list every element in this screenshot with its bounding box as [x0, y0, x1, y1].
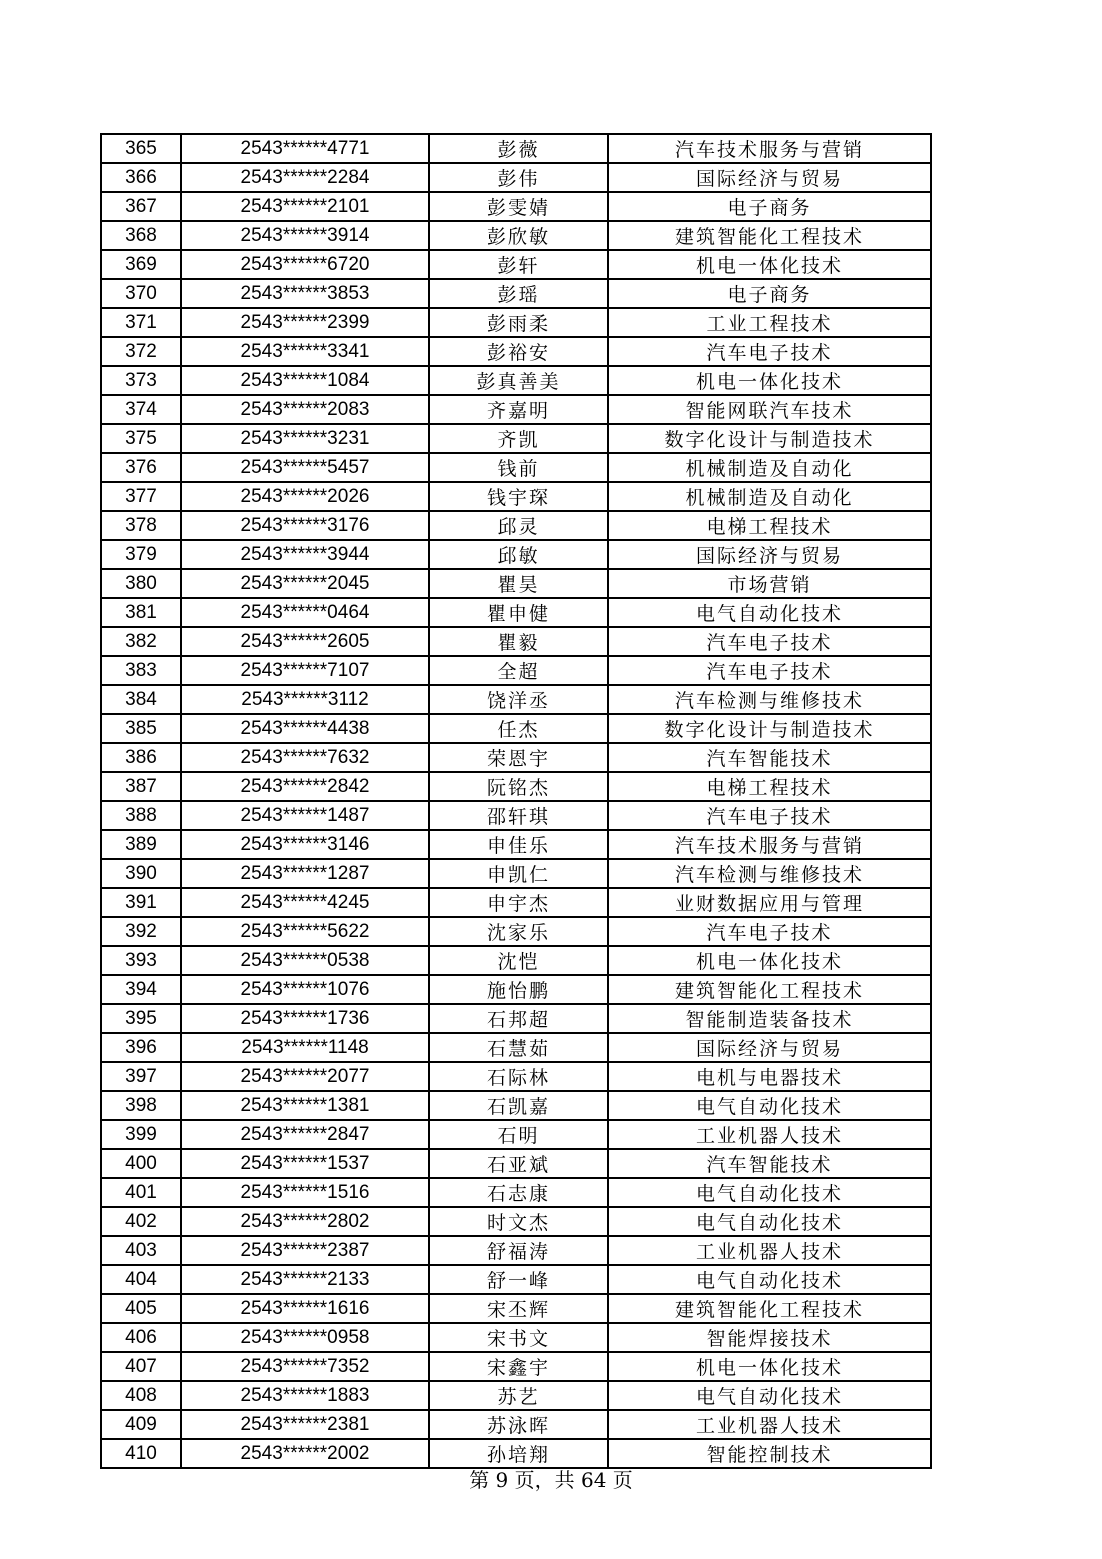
- major-cell: 机电一体化技术: [608, 1352, 931, 1381]
- name-cell: 邵轩琪: [429, 801, 608, 830]
- table-row: [101, 1410, 931, 1439]
- id-number-cell: 2543******2381: [181, 1410, 429, 1439]
- id-number-cell: 2543******5457: [181, 453, 429, 482]
- name-cell: 瞿毅: [429, 627, 608, 656]
- id-number-cell: 2543******2026: [181, 482, 429, 511]
- id-number-cell: 2543******3341: [181, 337, 429, 366]
- seq-cell: 382: [101, 627, 181, 656]
- seq-cell: 404: [101, 1265, 181, 1294]
- table-row: [101, 221, 931, 250]
- major-cell: 建筑智能化工程技术: [608, 975, 931, 1004]
- seq-cell: 369: [101, 250, 181, 279]
- seq-cell: 399: [101, 1120, 181, 1149]
- id-number-cell: 2543******1883: [181, 1381, 429, 1410]
- table-row: [101, 395, 931, 424]
- id-number-cell: 2543******1381: [181, 1091, 429, 1120]
- seq-cell: 391: [101, 888, 181, 917]
- seq-cell: 395: [101, 1004, 181, 1033]
- id-number-cell: 2543******2101: [181, 192, 429, 221]
- id-number-cell: 2543******4771: [181, 134, 429, 163]
- id-number-cell: 2543******3231: [181, 424, 429, 453]
- table-row: [101, 859, 931, 888]
- seq-cell: 407: [101, 1352, 181, 1381]
- major-cell: 电梯工程技术: [608, 511, 931, 540]
- name-cell: 沈家乐: [429, 917, 608, 946]
- table-row: [101, 1207, 931, 1236]
- major-cell: 汽车技术服务与营销: [608, 134, 931, 163]
- seq-cell: 394: [101, 975, 181, 1004]
- major-cell: 汽车智能技术: [608, 743, 931, 772]
- table-row: [101, 366, 931, 395]
- id-number-cell: 2543******3914: [181, 221, 429, 250]
- page-number: 第 9 页，共 64 页: [469, 1468, 633, 1492]
- seq-cell: 367: [101, 192, 181, 221]
- name-cell: 任杰: [429, 714, 608, 743]
- id-number-cell: 2543******1736: [181, 1004, 429, 1033]
- seq-cell: 390: [101, 859, 181, 888]
- name-cell: 舒一峰: [429, 1265, 608, 1294]
- id-number-cell: 2543******2077: [181, 1062, 429, 1091]
- table-row: [101, 482, 931, 511]
- name-cell: 石明: [429, 1120, 608, 1149]
- seq-cell: 389: [101, 830, 181, 859]
- table-row: [101, 337, 931, 366]
- table-row: [101, 714, 931, 743]
- seq-cell: 406: [101, 1323, 181, 1352]
- major-cell: 建筑智能化工程技术: [608, 221, 931, 250]
- seq-cell: 386: [101, 743, 181, 772]
- major-cell: 机械制造及自动化: [608, 453, 931, 482]
- major-cell: 数字化设计与制造技术: [608, 714, 931, 743]
- id-number-cell: 2543******4245: [181, 888, 429, 917]
- major-cell: 电气自动化技术: [608, 1381, 931, 1410]
- id-number-cell: 2543******3944: [181, 540, 429, 569]
- id-number-cell: 2543******6720: [181, 250, 429, 279]
- id-number-cell: 2543******1148: [181, 1033, 429, 1062]
- table-row: [101, 627, 931, 656]
- major-cell: 汽车检测与维修技术: [608, 685, 931, 714]
- name-cell: 宋鑫宇: [429, 1352, 608, 1381]
- major-cell: 汽车智能技术: [608, 1149, 931, 1178]
- id-number-cell: 2543******0538: [181, 946, 429, 975]
- table-row: [101, 917, 931, 946]
- major-cell: 国际经济与贸易: [608, 163, 931, 192]
- seq-cell: 375: [101, 424, 181, 453]
- table-row: [101, 1265, 931, 1294]
- major-cell: 电气自动化技术: [608, 1178, 931, 1207]
- seq-cell: 370: [101, 279, 181, 308]
- table-row: [101, 424, 931, 453]
- table-row: [101, 1033, 931, 1062]
- name-cell: 钱前: [429, 453, 608, 482]
- id-number-cell: 2543******3176: [181, 511, 429, 540]
- id-number-cell: 2543******1076: [181, 975, 429, 1004]
- major-cell: 国际经济与贸易: [608, 540, 931, 569]
- major-cell: 汽车检测与维修技术: [608, 859, 931, 888]
- major-cell: 业财数据应用与管理: [608, 888, 931, 917]
- id-number-cell: 2543******1537: [181, 1149, 429, 1178]
- table-row: [101, 1381, 931, 1410]
- name-cell: 饶洋丞: [429, 685, 608, 714]
- table-row: [101, 1294, 931, 1323]
- id-number-cell: 2543******1287: [181, 859, 429, 888]
- id-number-cell: 2543******7352: [181, 1352, 429, 1381]
- name-cell: 沈恺: [429, 946, 608, 975]
- seq-cell: 371: [101, 308, 181, 337]
- seq-cell: 366: [101, 163, 181, 192]
- name-cell: 申凯仁: [429, 859, 608, 888]
- name-cell: 苏泳晖: [429, 1410, 608, 1439]
- table-row: [101, 946, 931, 975]
- seq-cell: 379: [101, 540, 181, 569]
- table-row: [101, 163, 931, 192]
- table-row: [101, 685, 931, 714]
- name-cell: 施怡鹏: [429, 975, 608, 1004]
- table-row: [101, 279, 931, 308]
- table-row: [101, 1091, 931, 1120]
- name-cell: 全超: [429, 656, 608, 685]
- table-row: [101, 830, 931, 859]
- seq-cell: 408: [101, 1381, 181, 1410]
- name-cell: 彭雨柔: [429, 308, 608, 337]
- name-cell: 彭欣敏: [429, 221, 608, 250]
- seq-cell: 383: [101, 656, 181, 685]
- seq-cell: 385: [101, 714, 181, 743]
- id-number-cell: 2543******2847: [181, 1120, 429, 1149]
- major-cell: 汽车电子技术: [608, 656, 931, 685]
- seq-cell: 397: [101, 1062, 181, 1091]
- table-row: [101, 1178, 931, 1207]
- seq-cell: 377: [101, 482, 181, 511]
- name-cell: 彭瑶: [429, 279, 608, 308]
- table-row: [101, 134, 931, 163]
- name-cell: 齐嘉明: [429, 395, 608, 424]
- major-cell: 智能制造装备技术: [608, 1004, 931, 1033]
- id-number-cell: 2543******0958: [181, 1323, 429, 1352]
- name-cell: 申佳乐: [429, 830, 608, 859]
- table-row: [101, 888, 931, 917]
- id-number-cell: 2543******0464: [181, 598, 429, 627]
- table-row: [101, 743, 931, 772]
- id-number-cell: 2543******2133: [181, 1265, 429, 1294]
- id-number-cell: 2543******2605: [181, 627, 429, 656]
- roster-body: [101, 134, 931, 1468]
- seq-cell: 373: [101, 366, 181, 395]
- id-number-cell: 2543******2802: [181, 1207, 429, 1236]
- seq-cell: 388: [101, 801, 181, 830]
- major-cell: 电子商务: [608, 279, 931, 308]
- id-number-cell: 2543******7107: [181, 656, 429, 685]
- id-number-cell: 2543******2387: [181, 1236, 429, 1265]
- major-cell: 工业机器人技术: [608, 1410, 931, 1439]
- seq-cell: 372: [101, 337, 181, 366]
- name-cell: 瞿昊: [429, 569, 608, 598]
- name-cell: 彭裕安: [429, 337, 608, 366]
- table-row: [101, 975, 931, 1004]
- table-row: [101, 801, 931, 830]
- id-number-cell: 2543******2045: [181, 569, 429, 598]
- major-cell: 智能控制技术: [608, 1439, 931, 1468]
- major-cell: 机电一体化技术: [608, 946, 931, 975]
- table-row: [101, 453, 931, 482]
- major-cell: 汽车电子技术: [608, 917, 931, 946]
- seq-cell: 392: [101, 917, 181, 946]
- id-number-cell: 2543******1616: [181, 1294, 429, 1323]
- name-cell: 石际林: [429, 1062, 608, 1091]
- name-cell: 阮铭杰: [429, 772, 608, 801]
- major-cell: 数字化设计与制造技术: [608, 424, 931, 453]
- table-row: [101, 1352, 931, 1381]
- table-row: [101, 1062, 931, 1091]
- major-cell: 汽车技术服务与营销: [608, 830, 931, 859]
- seq-cell: 398: [101, 1091, 181, 1120]
- id-number-cell: 2543******3146: [181, 830, 429, 859]
- table-row: [101, 1149, 931, 1178]
- major-cell: 电气自动化技术: [608, 1091, 931, 1120]
- table-row: [101, 250, 931, 279]
- seq-cell: 400: [101, 1149, 181, 1178]
- major-cell: 汽车电子技术: [608, 337, 931, 366]
- name-cell: 邱敏: [429, 540, 608, 569]
- name-cell: 石亚斌: [429, 1149, 608, 1178]
- name-cell: 宋书文: [429, 1323, 608, 1352]
- id-number-cell: 2543******1084: [181, 366, 429, 395]
- seq-cell: 405: [101, 1294, 181, 1323]
- major-cell: 电子商务: [608, 192, 931, 221]
- seq-cell: 381: [101, 598, 181, 627]
- major-cell: 建筑智能化工程技术: [608, 1294, 931, 1323]
- table-row: [101, 1120, 931, 1149]
- name-cell: 申宇杰: [429, 888, 608, 917]
- seq-cell: 376: [101, 453, 181, 482]
- id-number-cell: 2543******2002: [181, 1439, 429, 1468]
- seq-cell: 396: [101, 1033, 181, 1062]
- seq-cell: 378: [101, 511, 181, 540]
- major-cell: 工业机器人技术: [608, 1120, 931, 1149]
- table-row: [101, 1236, 931, 1265]
- major-cell: 电气自动化技术: [608, 1265, 931, 1294]
- id-number-cell: 2543******2842: [181, 772, 429, 801]
- id-number-cell: 2543******2284: [181, 163, 429, 192]
- id-number-cell: 2543******2083: [181, 395, 429, 424]
- name-cell: 邱灵: [429, 511, 608, 540]
- name-cell: 瞿申健: [429, 598, 608, 627]
- seq-cell: 409: [101, 1410, 181, 1439]
- major-cell: 市场营销: [608, 569, 931, 598]
- table-row: [101, 540, 931, 569]
- name-cell: 齐凯: [429, 424, 608, 453]
- name-cell: 时文杰: [429, 1207, 608, 1236]
- roster-table: [100, 133, 932, 1469]
- table-row: [101, 308, 931, 337]
- major-cell: 机电一体化技术: [608, 250, 931, 279]
- seq-cell: 401: [101, 1178, 181, 1207]
- name-cell: 苏艺: [429, 1381, 608, 1410]
- major-cell: 电气自动化技术: [608, 598, 931, 627]
- seq-cell: 410: [101, 1439, 181, 1468]
- seq-cell: 403: [101, 1236, 181, 1265]
- table-row: [101, 192, 931, 221]
- id-number-cell: 2543******3853: [181, 279, 429, 308]
- seq-cell: 368: [101, 221, 181, 250]
- name-cell: 彭轩: [429, 250, 608, 279]
- major-cell: 汽车电子技术: [608, 627, 931, 656]
- name-cell: 彭真善美: [429, 366, 608, 395]
- seq-cell: 380: [101, 569, 181, 598]
- major-cell: 工业工程技术: [608, 308, 931, 337]
- name-cell: 彭伟: [429, 163, 608, 192]
- id-number-cell: 2543******2399: [181, 308, 429, 337]
- seq-cell: 387: [101, 772, 181, 801]
- name-cell: 石志康: [429, 1178, 608, 1207]
- name-cell: 石凯嘉: [429, 1091, 608, 1120]
- table-row: [101, 656, 931, 685]
- name-cell: 孙培翔: [429, 1439, 608, 1468]
- major-cell: 汽车电子技术: [608, 801, 931, 830]
- major-cell: 智能网联汽车技术: [608, 395, 931, 424]
- major-cell: 机械制造及自动化: [608, 482, 931, 511]
- id-number-cell: 2543******5622: [181, 917, 429, 946]
- major-cell: 智能焊接技术: [608, 1323, 931, 1352]
- seq-cell: 365: [101, 134, 181, 163]
- name-cell: 荣恩宇: [429, 743, 608, 772]
- major-cell: 国际经济与贸易: [608, 1033, 931, 1062]
- seq-cell: 374: [101, 395, 181, 424]
- seq-cell: 384: [101, 685, 181, 714]
- name-cell: 宋丕辉: [429, 1294, 608, 1323]
- seq-cell: 393: [101, 946, 181, 975]
- name-cell: 石邦超: [429, 1004, 608, 1033]
- major-cell: 电机与电器技术: [608, 1062, 931, 1091]
- id-number-cell: 2543******1487: [181, 801, 429, 830]
- table-row: [101, 569, 931, 598]
- table-row: [101, 511, 931, 540]
- major-cell: 机电一体化技术: [608, 366, 931, 395]
- name-cell: 彭薇: [429, 134, 608, 163]
- major-cell: 电梯工程技术: [608, 772, 931, 801]
- major-cell: 工业机器人技术: [608, 1236, 931, 1265]
- seq-cell: 402: [101, 1207, 181, 1236]
- id-number-cell: 2543******7632: [181, 743, 429, 772]
- name-cell: 舒福涛: [429, 1236, 608, 1265]
- table-row: [101, 598, 931, 627]
- table-row: [101, 1004, 931, 1033]
- table-row: [101, 1323, 931, 1352]
- id-number-cell: 2543******1516: [181, 1178, 429, 1207]
- name-cell: 石慧茹: [429, 1033, 608, 1062]
- major-cell: 电气自动化技术: [608, 1207, 931, 1236]
- table-row: [101, 772, 931, 801]
- id-number-cell: 2543******4438: [181, 714, 429, 743]
- name-cell: 彭雯婧: [429, 192, 608, 221]
- id-number-cell: 2543******3112: [181, 685, 429, 714]
- name-cell: 钱宇琛: [429, 482, 608, 511]
